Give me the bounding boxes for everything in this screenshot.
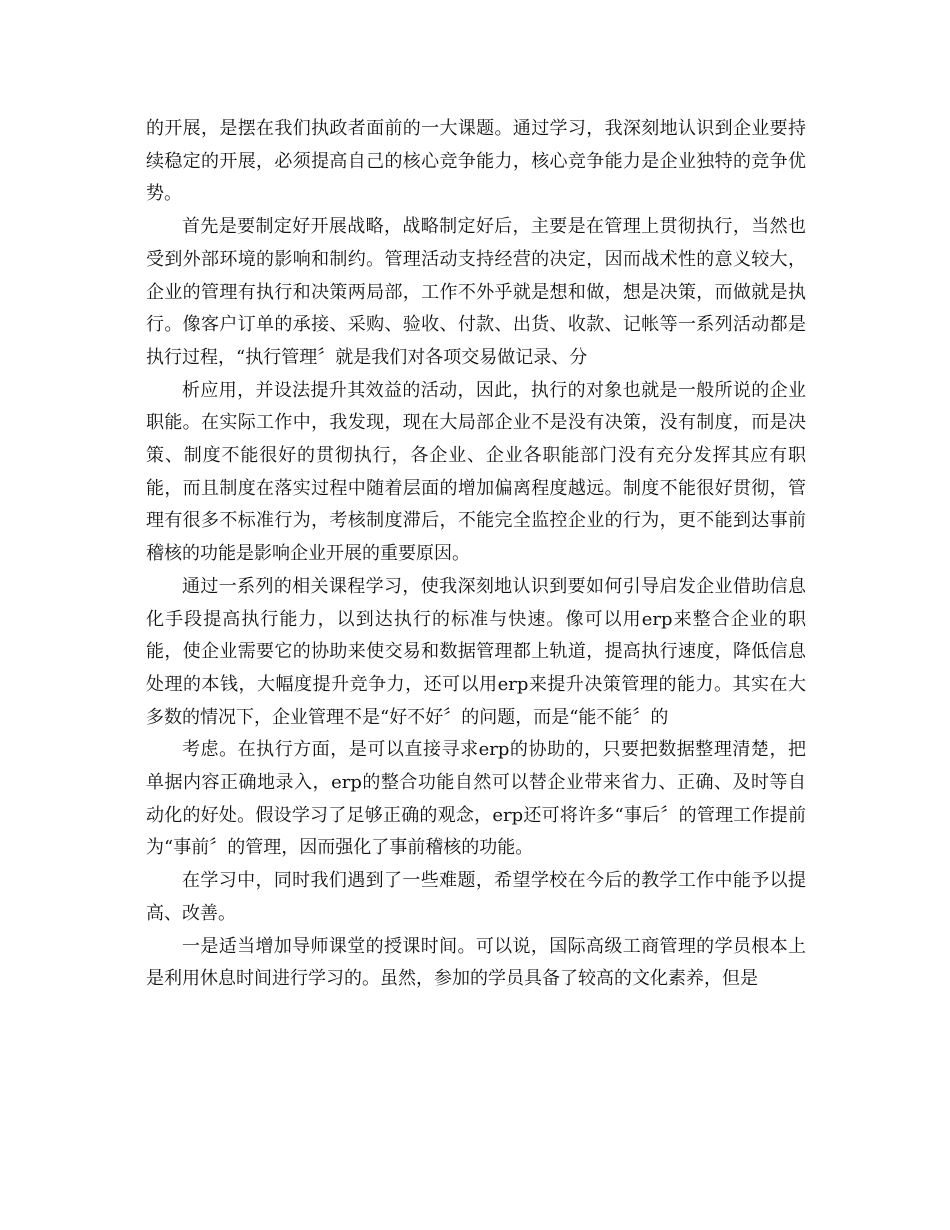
document-body xyxy=(146,113,806,996)
paragraph-3: 析应用，并设法提升其效益的活动，因此，执行的对象也就是一般所说的企业职能。在实际工作中，我发现，现在大局部企业不是没有决策，没有制度，而是决策、制度不能很好的贯彻执行，各企业、企业各职能部门没有充分发挥其应有职能，而且制度在落实过程中随着层面的增加偏离程度越远。制度不能很好贯彻，管理有很多不标准行为，考核制度滞后，不能完全监控企业的行为，更不能到达事前稽核的功能是影响企业开展的重要原因。 xyxy=(146,379,806,565)
paragraph-6: 在学习中，同时我们遇到了一些难题，希望学校在今后的教学工作中能予以提高、改善。 xyxy=(146,870,806,924)
paragraph-2: 首先是要制定好开展战略，战略制定好后，主要是在管理上贯彻执行，当然也受到外部环境的影响和制约。管理活动支持经营的决定，因而战术性的意义较大，企业的管理有执行和决策两局部，工作不外乎就是想和做，想是决策，而做就是执行。像客户订单的承接、采购、验收、付款、出货、收款、记帐等一系列活动都是执行过程，“执行管理〞就是我们对各项交易做记录、分 xyxy=(146,216,806,368)
paragraph-7: 一是适当增加导师课堂的授课时间。可以说，国际高级工商管理的学员根本上是利用休息时间进行学习的。虽然，参加的学员具备了较高的文化素养，但是 xyxy=(146,935,806,990)
paragraph-5: 考虑。在执行方面，是可以直接寻求erp的协助的，只要把数据整理清楚，把单据内容正确地录入，erp的整合功能自然可以替企业带来省力、正确、及时等自动化的好处。假设学习了足够正确的观念，erp还可将许多“事后〞的管理工作提前为“事前〞的管理，因而强化了事前稽核的功能。 xyxy=(146,739,806,859)
paragraph-4: 通过一系列的相关课程学习，使我深刻地认识到要如何引导启发企业借助信息化手段提高执行能力，以到达执行的标准与快速。像可以用erp来整合企业的职能，使企业需要它的协助来使交易和数据管理都上轨道，提高执行速度，降低信息处理的本钱，大幅度提升竞争力，还可以用erp来提升决策管理的能力。其实在大多数的情况下，企业管理不是“好不好〞的问题，而是“能不能〞的 xyxy=(146,575,806,728)
paragraph-1: 的开展，是摆在我们执政者面前的一大课题。通过学习，我深刻地认识到企业要持续稳定的开展，必须提高自己的核心竞争能力，核心竞争能力是企业独特的竞争优势。 xyxy=(146,118,806,205)
